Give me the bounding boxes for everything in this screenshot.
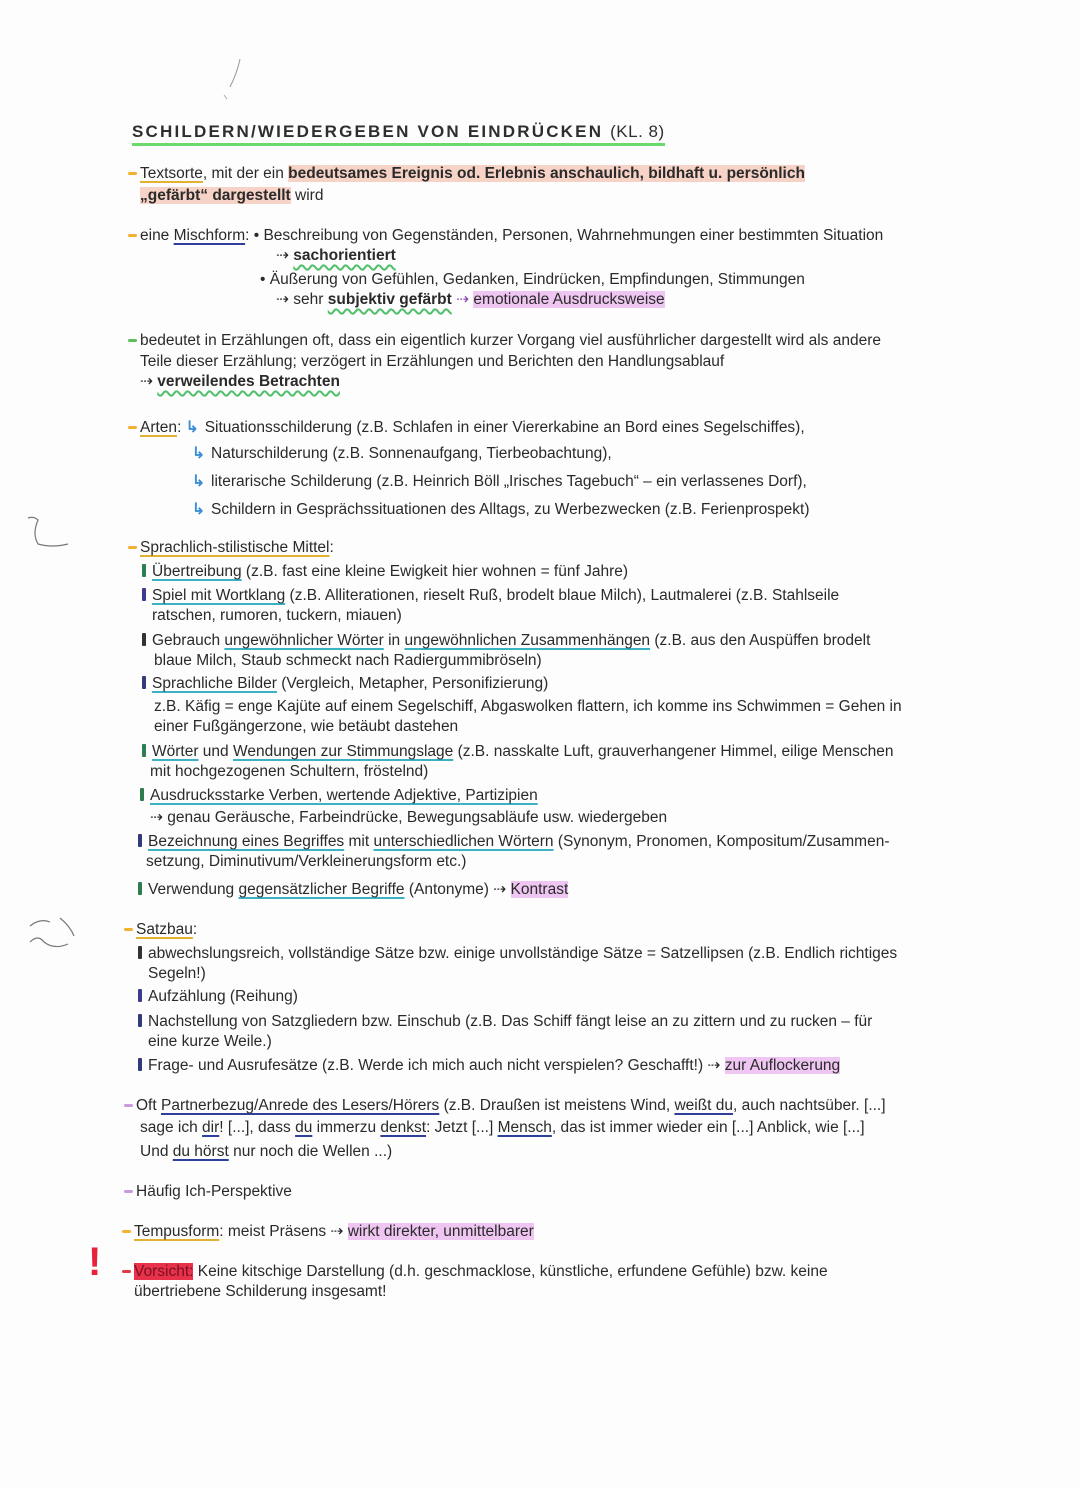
mischform-line-4 <box>276 290 665 310</box>
arten-line-3 <box>192 472 807 492</box>
term: ungewöhnlichen Zusammenhängen <box>404 632 651 649</box>
text: Teile dieser Erzählung; verzögert in Erzählungen und Berichten den Handlungsablauf <box>140 353 725 370</box>
text: ! [...], dass <box>219 1119 296 1136</box>
text: : • Beschreibung von Gegenständen, Personen, Wahrnehmungen einer bestimmten Situation <box>245 227 884 244</box>
text: immerzu <box>312 1119 381 1136</box>
mischform-line-2 <box>276 246 396 266</box>
bullet-dash <box>128 546 137 549</box>
bar-marker <box>138 946 142 959</box>
term: unterschiedlichen Wörtern <box>373 833 554 850</box>
arten-line-1 <box>128 418 805 438</box>
mittel-c <box>142 631 870 651</box>
text: wird <box>290 187 324 204</box>
bedeutet-line-1 <box>128 331 881 351</box>
mittel-d2 <box>154 697 902 717</box>
satzbau-a <box>138 944 897 964</box>
term-satzbau: Satzbau <box>136 921 193 938</box>
colon: : <box>329 539 334 556</box>
bar-marker <box>138 1058 142 1071</box>
mittel-g <box>138 832 889 852</box>
term-subjektiv: subjektiv gefärbt <box>327 291 452 308</box>
text: Aufzählung (Reihung) <box>148 988 298 1005</box>
highlight-kontrast: Kontrast <box>510 881 569 898</box>
bar-marker <box>142 564 146 577</box>
text: bedeutet in Erzählungen oft, dass ein eigentlich kurzer Vorgang viel ausführlicher dargestellt wird als andere <box>140 332 881 349</box>
highlight-gefaerbt: „gefärbt“ dargestellt <box>140 187 291 204</box>
title-class-level: (KL. 8) <box>610 122 665 141</box>
text: Segeln!) <box>148 965 206 982</box>
corner-arrow-icon: ↳ <box>192 501 205 518</box>
text: (z.B. Draußen ist meistens Wind, <box>439 1097 675 1114</box>
satzbau-a2 <box>148 964 206 984</box>
corner-arrow-icon: ↳ <box>185 419 199 436</box>
bullet-dash <box>124 1104 133 1107</box>
bar-marker <box>138 882 142 895</box>
mittel-g2 <box>146 852 466 872</box>
term-arten: Arten <box>140 419 178 436</box>
bar-marker <box>142 588 146 601</box>
satzbau-b <box>138 987 298 1007</box>
term: Spiel mit Wortklang <box>152 587 286 604</box>
term: denkst <box>380 1119 427 1136</box>
text: Und <box>140 1143 173 1160</box>
art-item: literarische Schilderung (z.B. Heinrich Böll „Irisches Tagebuch“ – ein verlassenes Dorf), <box>211 473 807 490</box>
mittel-f2 <box>150 808 667 828</box>
term: Bezeichnung eines <box>148 833 284 850</box>
term: Wendungen zur Stimmungslage <box>232 743 454 760</box>
mittel-e2 <box>150 762 428 782</box>
textsorte-line-2 <box>140 186 323 206</box>
bedeutet-line-3 <box>140 372 340 392</box>
highlight-emotional: emotionale Ausdrucksweise <box>473 291 665 308</box>
mittel-b <box>142 586 839 606</box>
art-item: Situationsschilderung (z.B. Schlafen in einer Viererkabine an Bord eines Segelschiffes), <box>204 419 805 436</box>
arten-line-2 <box>192 444 612 464</box>
text: blaue Milch, Staub schmeckt nach Radiergummibröseln) <box>154 652 542 669</box>
text: ratschen, rumoren, tuckern, miauen) <box>152 607 402 624</box>
text: Häufig Ich-Perspektive <box>136 1183 292 1200</box>
bar-marker <box>142 676 146 689</box>
text: Gebrauch <box>152 632 225 649</box>
highlight-definition: bedeutsames Ereignis od. Erlebnis anschaulich, bildhaft u. persönlich <box>288 165 805 182</box>
text: in <box>383 632 405 649</box>
partner-line-3 <box>140 1142 392 1162</box>
mittel-e <box>142 742 894 762</box>
term: Mensch <box>497 1119 552 1136</box>
bar-marker <box>140 788 144 801</box>
bar-marker <box>142 744 146 757</box>
bar-marker <box>138 989 142 1002</box>
bullet-dash <box>122 1230 131 1233</box>
term: ungewöhnlicher Wörter <box>224 632 384 649</box>
colon: : <box>192 921 198 938</box>
text: setzung, Diminutivum/Verkleinerungsform etc.) <box>146 853 467 870</box>
mischform-line-3 <box>260 270 805 290</box>
exclamation-mark: ! <box>88 1240 102 1284</box>
term-verweilendes-betrachten: verweilendes Betrachten <box>157 373 340 390</box>
vorsicht-line-1 <box>122 1262 828 1282</box>
term: Übertreibung <box>152 563 242 580</box>
text: , das ist immer wieder ein [...] Anblick, wie [...] <box>551 1119 865 1136</box>
arrow: ⇢ <box>140 373 158 390</box>
bedeutet-line-2 <box>140 352 724 372</box>
term: Sprachliche Bilder <box>152 675 277 692</box>
mittel-f <box>140 786 538 806</box>
bar-marker <box>138 1014 142 1027</box>
partner-line-1 <box>124 1096 886 1116</box>
term: Ausdrucksstarke Verben, wertende Adjektive, Partizipien <box>150 787 538 804</box>
text: (Antonyme) ⇢ <box>404 881 511 898</box>
text: mit hochgezogenen Schultern, fröstelnd) <box>150 763 429 780</box>
text: eine <box>140 227 174 244</box>
partner-line-2 <box>140 1118 865 1138</box>
text: (z.B. nasskalte Luft, grauverhangener Himmel, eilige Menschen <box>453 743 894 760</box>
bullet-dash <box>122 1270 131 1273</box>
term-mischform: Mischform <box>173 227 246 244</box>
text: , mit der ein <box>202 165 289 182</box>
ich-perspektive-line <box>124 1182 292 1202</box>
text: Verwendung <box>148 881 239 898</box>
page-title <box>132 122 665 146</box>
term-sachorientiert: sachorientiert <box>293 247 396 264</box>
bar-marker <box>138 834 142 847</box>
term: dir <box>202 1119 220 1136</box>
text: • Äußerung von Gefühlen, Gedanken, Eindrücken, Empfindungen, Stimmungen <box>260 271 805 288</box>
text: ⇢ genau Geräusche, Farbeindrücke, Bewegungsabläufe usw. wiedergeben <box>150 809 668 826</box>
satzbau-c2 <box>148 1032 272 1052</box>
term-mittel: Sprachlich-stilistische Mittel <box>140 539 330 556</box>
text: Nachstellung von Satzgliedern bzw. Einschub (z.B. Das Schiff fängt leise an zu zittern und zu rucken – für <box>148 1013 873 1030</box>
corner-arrow-icon: ↳ <box>192 473 205 490</box>
highlight-direkter: wirkt direkter, unmittelbarer <box>347 1223 534 1240</box>
mittel-d3 <box>154 717 458 737</box>
mischform-line-1 <box>128 226 883 246</box>
bullet-dash <box>128 426 137 429</box>
mittel-h <box>138 880 568 900</box>
term: weißt du <box>674 1097 734 1114</box>
mittel-header <box>128 538 334 558</box>
colon: : <box>177 419 186 436</box>
bullet-dash <box>128 172 137 175</box>
bullet-dash <box>128 234 137 237</box>
arrow: ⇢ <box>276 247 294 264</box>
corner-arrow-icon: ↳ <box>192 445 205 462</box>
text: (z.B. fast eine kleine Ewigkeit hier wohnen = fünf Jahre) <box>241 563 629 580</box>
mittel-b2 <box>152 606 402 626</box>
text: Oft <box>136 1097 161 1114</box>
text: (Synonym, Pronomen, Kompositum/Zusammen- <box>553 833 890 850</box>
text: z.B. Käfig = enge Kajüte auf einem Segelschiff, Abgaswolken flattern, ich komme ins Schwimmen = Gehen in <box>154 698 902 715</box>
term: Wörter <box>152 743 199 760</box>
text: : Jetzt [...] <box>426 1119 498 1136</box>
text: eine kurze Weile.) <box>148 1033 272 1050</box>
textsorte-line-1 <box>128 164 805 184</box>
term: Begriffes <box>283 833 345 850</box>
text: Frage- und Ausrufesätze (z.B. Werde ich mich auch nicht verspielen? Geschafft!) ⇢ <box>148 1057 725 1074</box>
text: (z.B. Alliterationen, rieselt Ruß, brodelt blaue Milch), Lautmalerei (z.B. Stahlseile <box>285 587 840 604</box>
art-item: Naturschilderung (z.B. Sonnenaufgang, Tierbeobachtung), <box>211 445 612 462</box>
satzbau-header <box>124 920 197 940</box>
term-textsorte: Textsorte <box>140 165 203 182</box>
bar-marker <box>142 633 146 646</box>
bullet-dash <box>128 339 137 342</box>
text: , auch nachtsüber. [...] <box>733 1097 886 1114</box>
text: übertriebene Schilderung insgesamt! <box>134 1283 387 1300</box>
text: einer Fußgängerzone, wie betäubt dastehen <box>154 718 459 735</box>
arten-line-4 <box>192 500 809 520</box>
mittel-a <box>142 562 628 582</box>
term-tempusform: Tempusform <box>134 1223 220 1240</box>
text: (z.B. aus den Auspüffen brodelt <box>650 632 871 649</box>
art-item: Schildern in Gesprächssituationen des Alltags, zu Werbezwecken (z.B. Ferienprospekt) <box>211 501 810 518</box>
text: ⇢ sehr <box>276 291 328 308</box>
title-text: SCHILDERN/WIEDERGEBEN VON EINDRÜCKEN <box>132 122 604 141</box>
text: (Vergleich, Metapher, Personifizierung) <box>276 675 549 692</box>
tempus-line <box>122 1222 534 1242</box>
bullet-dash <box>124 928 133 931</box>
vorsicht-line-2 <box>134 1282 386 1302</box>
term-partnerbezug: Partnerbezug/Anrede des Lesers/Hörers <box>160 1097 440 1114</box>
margin-scribble-1 <box>24 508 74 553</box>
pencil-scribble-top <box>218 55 258 105</box>
satzbau-d <box>138 1056 840 1076</box>
arrow: ⇢ <box>451 291 474 308</box>
text: abwechslungsreich, vollständige Sätze bzw. einige unvollständige Sätze = Satzellipsen (z.B. Endlich richtiges <box>148 945 898 962</box>
term: du hörst <box>172 1143 229 1160</box>
text: mit <box>344 833 374 850</box>
satzbau-c <box>138 1012 872 1032</box>
highlight-vorsicht: Vorsicht: <box>134 1263 194 1280</box>
text: Keine kitschige Darstellung (d.h. geschmacklose, künstliche, erfundene Gefühle) bzw. keine <box>193 1263 828 1280</box>
bullet-dash <box>124 1190 133 1193</box>
text: sage ich <box>140 1119 203 1136</box>
term: du <box>295 1119 313 1136</box>
text: nur noch die Wellen ...) <box>228 1143 393 1160</box>
margin-scribble-2 <box>24 912 84 957</box>
term: gegensätzlicher Begriffe <box>238 881 405 898</box>
mittel-d <box>142 674 548 694</box>
mittel-c2 <box>154 651 542 671</box>
text: und <box>198 743 233 760</box>
text: : meist Präsens ⇢ <box>219 1223 348 1240</box>
highlight-auflockerung: zur Auflockerung <box>724 1057 841 1074</box>
